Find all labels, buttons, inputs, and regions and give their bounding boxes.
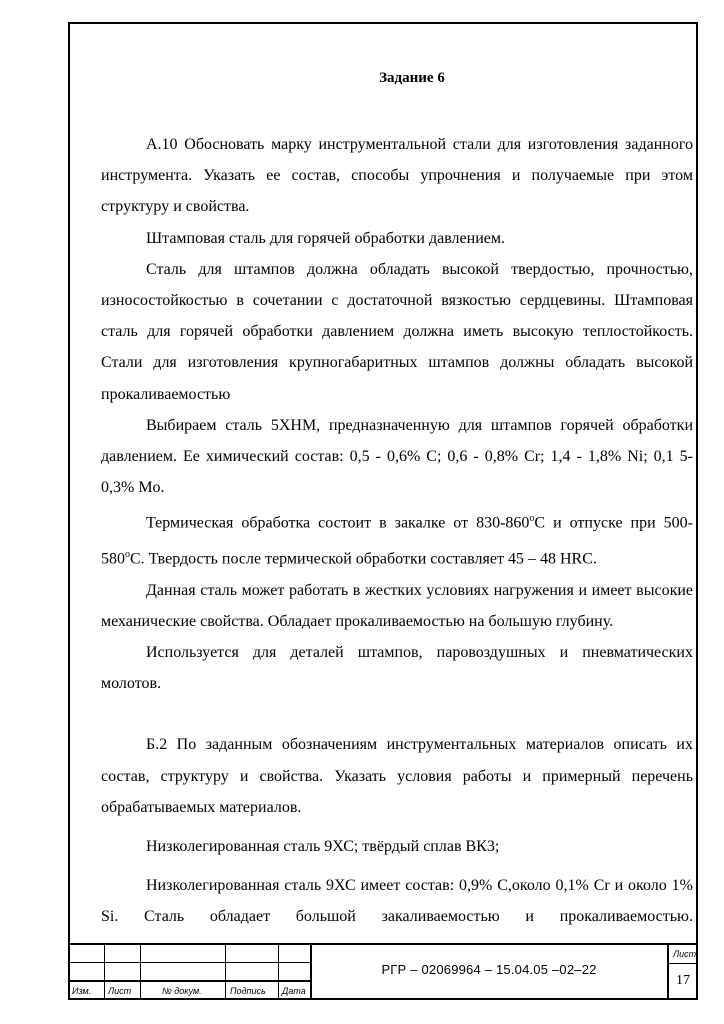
paragraph-properties: Данная сталь может работать в жестких условиях нагружения и имеет высокие механические свойства. Обладает прокаливаемостью на большую глубину. (101, 581, 693, 630)
label-sheet: Лист (673, 949, 697, 959)
spacer (101, 699, 693, 729)
divider (140, 945, 141, 1000)
label-date: Дата (282, 986, 306, 996)
divider (104, 945, 105, 1000)
divider (278, 945, 279, 1000)
document-body (101, 70, 693, 933)
label-list: Лист (108, 986, 132, 996)
divider (70, 962, 310, 963)
title-block (68, 943, 698, 1000)
paragraph-task-b2: Б.2 По заданным обозначениям инструментальных материалов описать их состав, структуру и свойства. Указать условия работы и примерный перечень обрабатываемых материалов. (101, 736, 693, 816)
paragraph-materials: Низколегированная сталь 9ХС; твёрдый сплав ВК3; (146, 837, 500, 855)
spacer (101, 862, 693, 870)
sheet-number: 17 (676, 973, 690, 988)
divider (225, 945, 226, 1000)
paragraph-9xs-composition: Низколегированная сталь 9ХС имеет состав: 0,9% С,около 0,1% Cr и около 1% Si. Сталь обладает большой закаливаемостью и прокаливаемостью. (101, 877, 693, 926)
paragraph-usage: Используется для деталей штампов, паровоздушных и пневматических молотов. (101, 643, 693, 693)
paragraph-requirements: Сталь для штампов должна обладать высокой твердостью, прочностью, износостойкостью в сочетании с достаточной вязкостью сердцевины. Штамповая сталь для горячей обработки давлением должна иметь высокую теплостойкость. Стали для изготовления крупногабаритных штампов должны обладать высокой прокаливаемостью (101, 260, 693, 403)
paragraph-heat-treatment: Термическая обработка состоит в закалке от $830-860^оС$ и отпуске при $500-580^оС$. Твердость после термической обработки составляет 45 – 48 HRC. (101, 513, 694, 568)
document-code: РГР – 02069964 – 15.04.05 –02–22 (381, 962, 597, 977)
paragraph-steel-choice: Выбираем сталь 5ХНМ, предназначенную для штампов горячей обработки давлением. Ее химический состав: 0,5 - 0,6% C; 0,6 - 0,8% Cr; 1,4 - 1,8% Ni; 0,1 5- 0,3% Mo. (101, 416, 693, 497)
label-izm: Изм. (72, 986, 92, 996)
label-doc-number: № докум. (162, 986, 202, 996)
spacer (101, 823, 693, 831)
divider (667, 963, 698, 964)
label-signature: Подпись (230, 986, 266, 996)
divider (70, 980, 310, 982)
assignment-title: Задание 6 (379, 70, 445, 86)
paragraph-steel-type: Штамповая сталь для горячей обработки давлением. (146, 229, 505, 247)
paragraph-task-a10: А.10 Обосновать марку инструментальной стали для изготовления заданного инструмента. Указать ее состав, способы упрочнения и получаемые при этом структуру и свойства. (101, 136, 693, 216)
